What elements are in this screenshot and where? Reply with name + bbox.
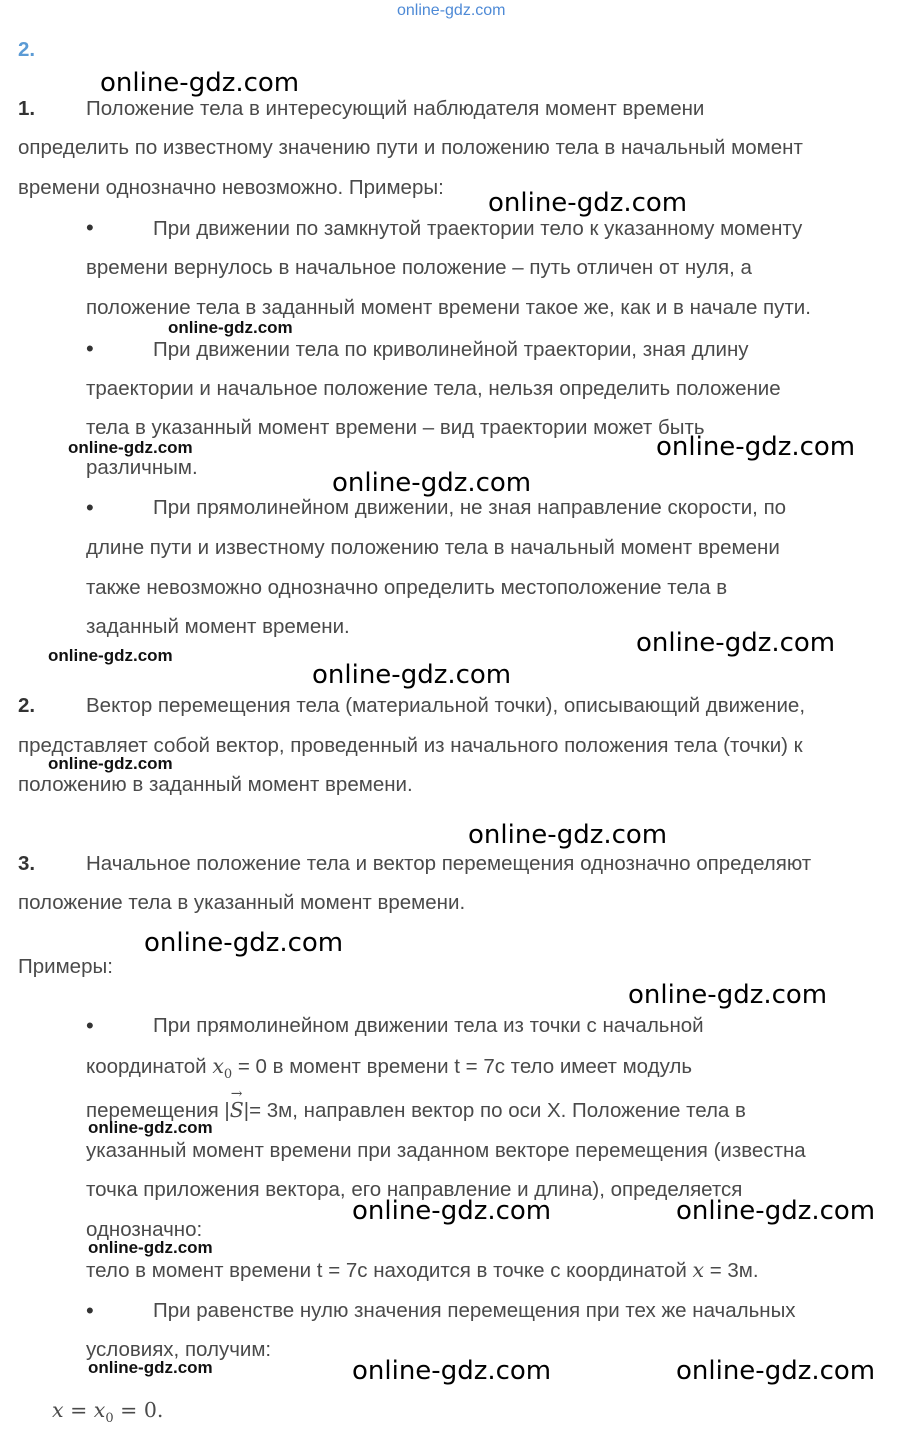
- section-2-line: представляет собой вектор, проведенный из начального положения тела (точки) к: [18, 734, 803, 757]
- math-subscript: 0: [223, 1067, 233, 1083]
- bullet-2-line: тела в указанный момент времени – вид траектории может быть: [86, 416, 705, 439]
- section-3-number: 3.: [18, 852, 36, 875]
- watermark: online-gdz.com: [312, 660, 512, 690]
- watermark: online-gdz.com: [636, 628, 836, 658]
- math-variable: x: [692, 1258, 705, 1282]
- bullet: •: [86, 336, 94, 361]
- watermark: online-gdz.com: [88, 1358, 213, 1377]
- watermark: online-gdz.com: [676, 1356, 876, 1386]
- watermark: online-gdz.com: [628, 980, 828, 1010]
- bullet: •: [86, 1013, 94, 1038]
- bullet-3-line: При прямолинейном движении, не зная направление скорости, по: [153, 496, 787, 519]
- watermark: online-gdz.com: [168, 318, 293, 337]
- bullet-3-line: длине пути и известному положению тела в начальный момент времени: [86, 536, 780, 559]
- bullet: •: [86, 1298, 94, 1323]
- section-1-number: 1.: [18, 97, 36, 120]
- example-2-line: условиях, получим:: [86, 1338, 272, 1361]
- section-2-number: 2.: [18, 694, 36, 717]
- watermark: online-gdz.com: [68, 438, 193, 457]
- watermark: online-gdz.com: [144, 928, 344, 958]
- bullet-2-line: различным.: [86, 456, 198, 479]
- bullet-3-line: заданный момент времени.: [86, 615, 350, 638]
- bullet: •: [86, 495, 94, 520]
- section-3-line: положение тела в указанный момент времени.: [18, 891, 466, 914]
- watermark: online-gdz.com: [352, 1356, 552, 1386]
- text-segment: = 3м.: [704, 1259, 759, 1282]
- section-1-line: времени однозначно невозможно. Примеры:: [18, 176, 444, 199]
- example-1-line: указанный момент времени при заданном векторе перемещения (известна: [86, 1139, 806, 1162]
- watermark: online-gdz.com: [100, 68, 300, 98]
- examples-label: Примеры:: [18, 955, 113, 978]
- example-1-line: однозначно:: [86, 1218, 203, 1241]
- vector-arrow-icon: →: [230, 1086, 243, 1102]
- math-variable: x: [212, 1054, 224, 1078]
- text-segment: |= 3м, направлен вектор по оси X. Положение тела в: [243, 1099, 746, 1122]
- bullet: •: [86, 215, 94, 240]
- example-1-line: При прямолинейном движении тела из точки с начальной: [153, 1014, 704, 1037]
- watermark: online-gdz.com: [676, 1196, 876, 1226]
- bullet-1-line: времени вернулось в начальное положение – путь отличен от нуля, а: [86, 256, 752, 279]
- watermark: online-gdz.com: [352, 1196, 552, 1226]
- text-segment: = 0 в момент времени t = 7с тело имеет модуль: [232, 1055, 693, 1078]
- bullet-2-line: При движении тела по криволинейной траектории, зная длину: [153, 338, 749, 361]
- section-2-line: Вектор перемещения тела (материальной точки), описывающий движение,: [86, 694, 806, 717]
- text-segment: перемещения |: [86, 1099, 230, 1122]
- math-variable: x: [93, 1398, 106, 1422]
- text-segment: тело в момент времени t = 7с находится в точке с координатой: [86, 1259, 693, 1282]
- watermark: online-gdz.com: [332, 468, 532, 498]
- example-1-line: [86, 1258, 759, 1283]
- example-2-line: При равенстве нулю значения перемещения при тех же начальных: [153, 1299, 796, 1322]
- watermark: online-gdz.com: [88, 1238, 213, 1257]
- math-operator: = 0.: [113, 1398, 164, 1422]
- question-number: 2.: [18, 38, 36, 61]
- section-3-line: Начальное положение тела и вектор перемещения однозначно определяют: [86, 852, 812, 875]
- formula: [52, 1398, 163, 1426]
- math-subscript: 0: [105, 1411, 114, 1427]
- watermark: online-gdz.com: [48, 646, 173, 665]
- header-watermark: online-gdz.com: [397, 2, 506, 19]
- watermark: online-gdz.com: [48, 754, 173, 773]
- watermark: online-gdz.com: [488, 188, 688, 218]
- watermark: online-gdz.com: [88, 1118, 213, 1137]
- bullet-2-line: траектории и начальное положение тела, нельзя определить положение: [86, 377, 781, 400]
- math-variable: x: [52, 1398, 64, 1422]
- text-segment: координатой: [86, 1055, 213, 1078]
- section-1-line: Положение тела в интересующий наблюдателя момент времени: [86, 97, 705, 120]
- example-1-line: [86, 1054, 692, 1082]
- section-1-line: определить по известному значению пути и положению тела в начальный момент: [18, 136, 803, 159]
- example-1-line: точка приложения вектора, его направление и длина), определяется: [86, 1178, 743, 1201]
- math-variable: S: [229, 1098, 244, 1122]
- vector-s: [229, 1086, 244, 1122]
- section-2-line: положению в заданный момент времени.: [18, 773, 413, 796]
- watermark: online-gdz.com: [468, 820, 668, 850]
- bullet-1-line: положение тела в заданный момент времени такое же, как и в начале пути.: [86, 296, 811, 319]
- watermark: online-gdz.com: [656, 432, 856, 462]
- bullet-3-line: также невозможно однозначно определить местоположение тела в: [86, 576, 728, 599]
- bullet-1-line: При движении по замкнутой траектории тело к указанному моменту: [153, 217, 803, 240]
- math-operator: =: [63, 1398, 94, 1422]
